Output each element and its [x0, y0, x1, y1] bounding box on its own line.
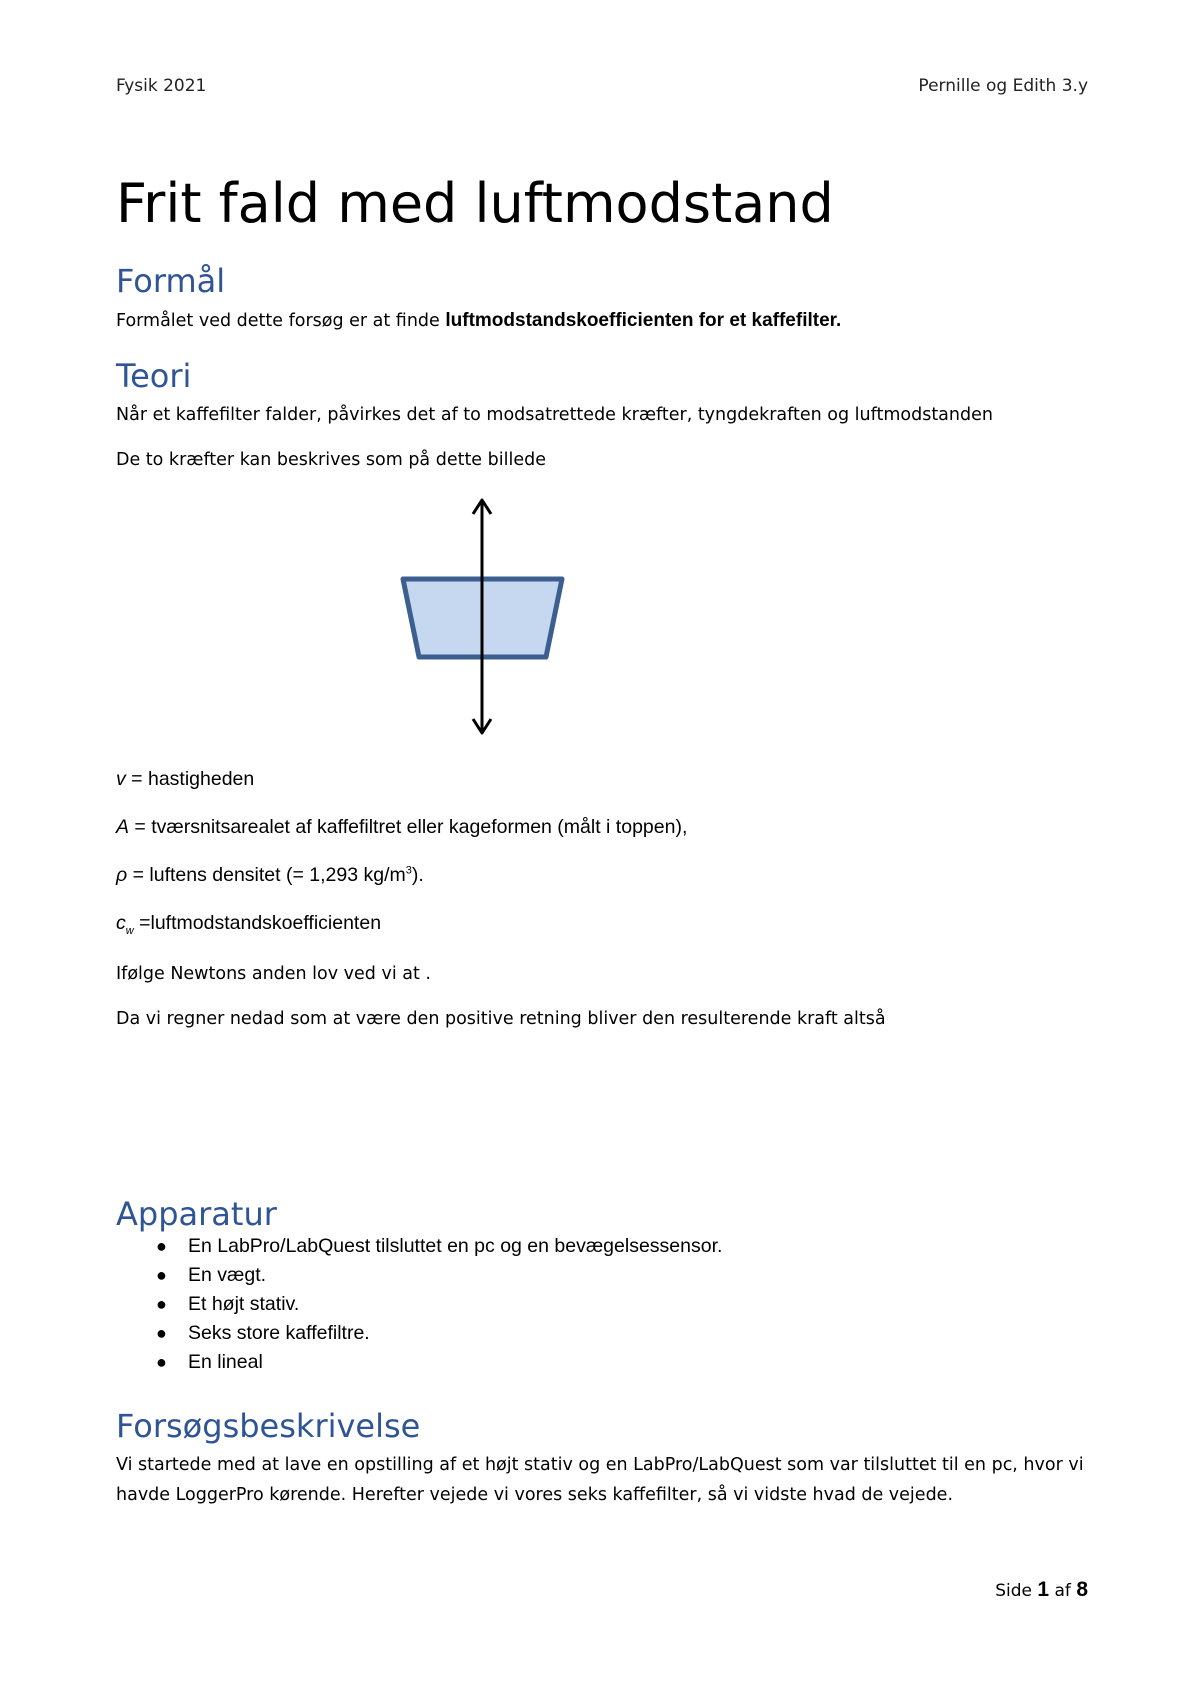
symbol-v: v — [116, 768, 126, 790]
footer-page-number: 1 — [1037, 1578, 1050, 1601]
def-rho-end: ). — [411, 864, 424, 886]
footer-mid: af — [1049, 1581, 1077, 1601]
list-item — [116, 1232, 722, 1261]
bullet-icon: ● — [156, 1294, 167, 1314]
symbol-rho: ρ — [116, 864, 128, 886]
symbol-w-sub: w — [125, 924, 134, 937]
def-v — [116, 768, 254, 791]
bullet-icon: ● — [156, 1352, 167, 1372]
list-item — [116, 1319, 722, 1348]
list-item-text: En lineal — [188, 1351, 263, 1373]
def-rho — [116, 864, 424, 887]
page-title: Frit fald med luftmodstand — [116, 172, 834, 235]
heading-teori: Teori — [116, 357, 192, 395]
list-item-text: Et højt stativ. — [188, 1293, 300, 1315]
forsoeg-text: Vi startede med at lave en opstilling af et højt stativ og en LabPro/LabQuest som var tilsluttet til en pc, hvor vi havde LoggerPro kørende. Herefter vejede vi vores seks kaffefilter, så vi vidste hvad de vejede. — [116, 1455, 1084, 1505]
teori-paragraph-3: Ifølge Newtons anden lov ved vi at . — [116, 964, 431, 984]
symbol-c: c — [116, 912, 126, 934]
def-A — [116, 816, 687, 839]
list-item-text: En LabPro/LabQuest tilsluttet en pc og en bevægelsessensor. — [188, 1235, 723, 1257]
formaal-text-bold: luftmodstandskoefficienten for et kaffefilter. — [445, 310, 842, 331]
force-diagram — [395, 492, 575, 742]
symbol-A: A — [116, 816, 130, 838]
page-footer — [995, 1578, 1088, 1602]
heading-apparatur: Apparatur — [116, 1195, 277, 1233]
teori-paragraph-2: De to kræfter kan beskrives som på dette billede — [116, 450, 546, 470]
list-item — [116, 1261, 722, 1290]
bullet-icon: ● — [156, 1265, 167, 1285]
footer-prefix: Side — [995, 1581, 1038, 1601]
def-cw — [116, 912, 381, 937]
heading-forsoeg: Forsøgsbeskrivelse — [116, 1407, 421, 1445]
heading-formaal: Formål — [116, 262, 226, 300]
def-A-text: = tværsnitsarealet af kaffefiltret eller kageformen (målt i toppen), — [129, 816, 688, 838]
bullet-icon: ● — [156, 1236, 167, 1256]
def-rho-text: = luftens densitet (= 1,293 kg/m — [127, 864, 406, 886]
list-item — [116, 1290, 722, 1319]
list-item — [116, 1348, 722, 1377]
list-item-text: En vægt. — [188, 1264, 267, 1286]
def-v-text: = hastigheden — [125, 768, 255, 790]
header-right: Pernille og Edith 3.y — [918, 76, 1088, 96]
def-rho-sup: 3 — [405, 864, 412, 877]
bullet-icon: ● — [156, 1323, 167, 1343]
def-cw-text: =luftmodstandskoefficienten — [133, 912, 382, 934]
teori-paragraph-1: Når et kaffefilter falder, påvirkes det af to modsatrettede kræfter, tyngdekraften og luftmodstanden — [116, 405, 993, 425]
apparatur-list — [116, 1232, 722, 1377]
list-item-text: Seks store kaffefiltre. — [188, 1322, 370, 1344]
footer-total-pages: 8 — [1076, 1578, 1088, 1601]
header-left: Fysik 2021 — [116, 76, 207, 96]
formaal-text — [116, 310, 841, 332]
formaal-text-lead: Formålet ved dette forsøg er at finde — [116, 311, 446, 331]
teori-paragraph-4: Da vi regner nedad som at være den positive retning bliver den resulterende kraft altså — [116, 1009, 886, 1029]
